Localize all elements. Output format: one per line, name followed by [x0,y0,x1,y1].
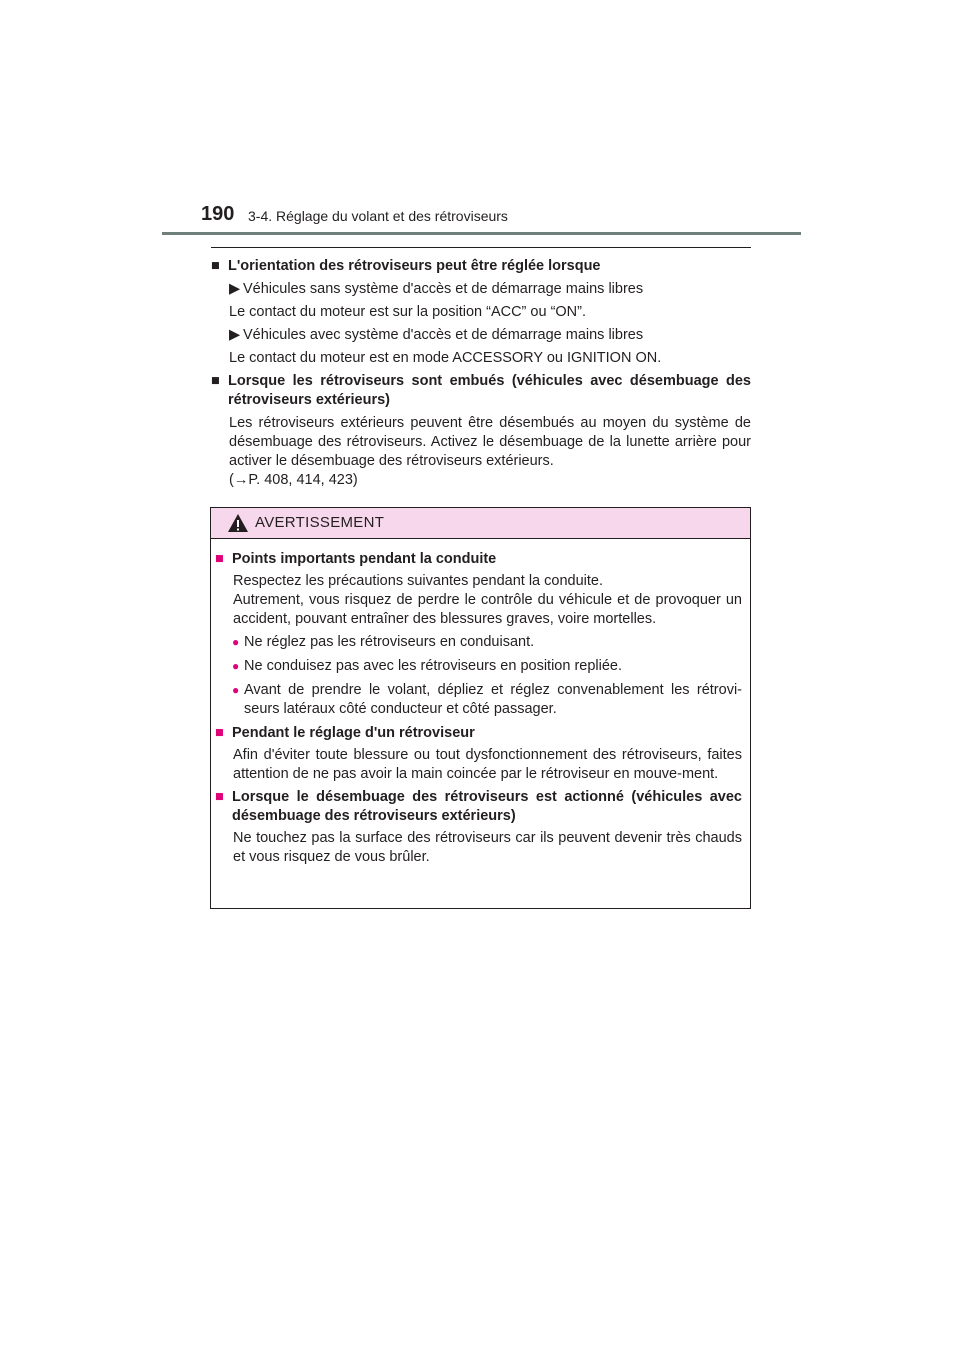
warning-title: AVERTISSEMENT [255,514,385,531]
warning-icon [227,513,249,533]
defogger-heading-text: Lorsque le désembuage des rétroviseurs est actionné (véhicules avec désembuage des rétroviseurs extérieurs) [232,789,742,824]
circle-bullet-icon: ● [232,683,240,697]
adjusting-heading [215,724,742,743]
sub-item-with-smart-key [211,326,751,345]
sub-item-without-smart-key [211,280,751,299]
circle-bullet-icon: ● [232,635,240,649]
adjusting-heading-text: Pendant le réglage d'un rétroviseur [232,725,475,741]
orientation-heading-text: L'orientation des rétroviseurs peut être réglée lorsque [228,258,601,274]
square-bullet-icon: ■ [215,789,224,805]
driving-heading-text: Points importants pendant la conduite [232,551,497,567]
content [211,257,751,494]
page-reference: (→P. 408, 414, 423) [229,472,358,488]
square-bullet-icon: ■ [211,258,220,274]
list-item-text: Avant de prendre le volant, dépliez et réglez convenablement les rétrovi-seurs latéraux côté conducteur et côté passager. [244,682,742,717]
triangle-bullet-icon: ▶ [229,327,241,343]
triangle-bullet-icon: ▶ [229,281,241,297]
list-item-text: Ne conduisez pas avec les rétroviseurs en position repliée. [244,658,623,674]
warning-box [210,507,751,909]
square-bullet-icon: ■ [215,725,224,741]
list-item [215,657,742,676]
warning-body [211,539,750,867]
square-bullet-icon: ■ [215,551,224,567]
defog-heading [211,372,751,410]
sub-item-text: Véhicules sans système d'accès et de démarrage mains libres [243,281,644,297]
list-item [215,633,742,652]
defog-heading-text: Lorsque les rétroviseurs sont embués (véhicules avec désembuage des rétroviseurs extérieurs) [228,373,751,408]
list-item-text: Ne réglez pas les rétroviseurs en conduisant. [244,634,535,650]
driving-heading [215,550,742,569]
paragraph: Respectez les précautions suivantes pendant la conduite. [233,573,603,589]
paragraph: Autrement, vous risquez de perdre le contrôle du véhicule et de provoquer un accident, pouvant entraîner des blessures graves, voire mortelles. [233,592,742,627]
square-bullet-icon: ■ [211,373,220,389]
header-rule [162,232,801,235]
top-rule [211,247,751,248]
defogger-heading [215,788,742,826]
section-title: 3-4. Réglage du volant et des rétroviseurs [248,208,508,224]
paragraph: Le contact du moteur est en mode ACCESSORY ou IGNITION ON. [229,350,662,366]
list-item [215,681,742,719]
paragraph: Le contact du moteur est sur la position “ACC” ou “ON”. [229,304,587,320]
paragraph: Ne touchez pas la surface des rétroviseurs car ils peuvent devenir très chauds et vous risquez de vous brûler. [233,830,742,865]
warning-header [211,508,750,539]
page-number: 190 [201,203,235,225]
orientation-heading [211,257,751,276]
paragraph: Les rétroviseurs extérieurs peuvent être désembués au moyen du système de désembuage des rétroviseurs. Activez le désembuage de la lunette arrière pour activer le désembuage des rétroviseurs extérieurs. [229,415,751,469]
paragraph: Afin d'éviter toute blessure ou tout dysfonctionnement des rétroviseurs, faites attention de ne pas avoir la main coincée par le rétroviseur en mouve-ment. [233,747,742,782]
circle-bullet-icon: ● [232,659,240,673]
sub-item-text: Véhicules avec système d'accès et de démarrage mains libres [243,327,644,343]
